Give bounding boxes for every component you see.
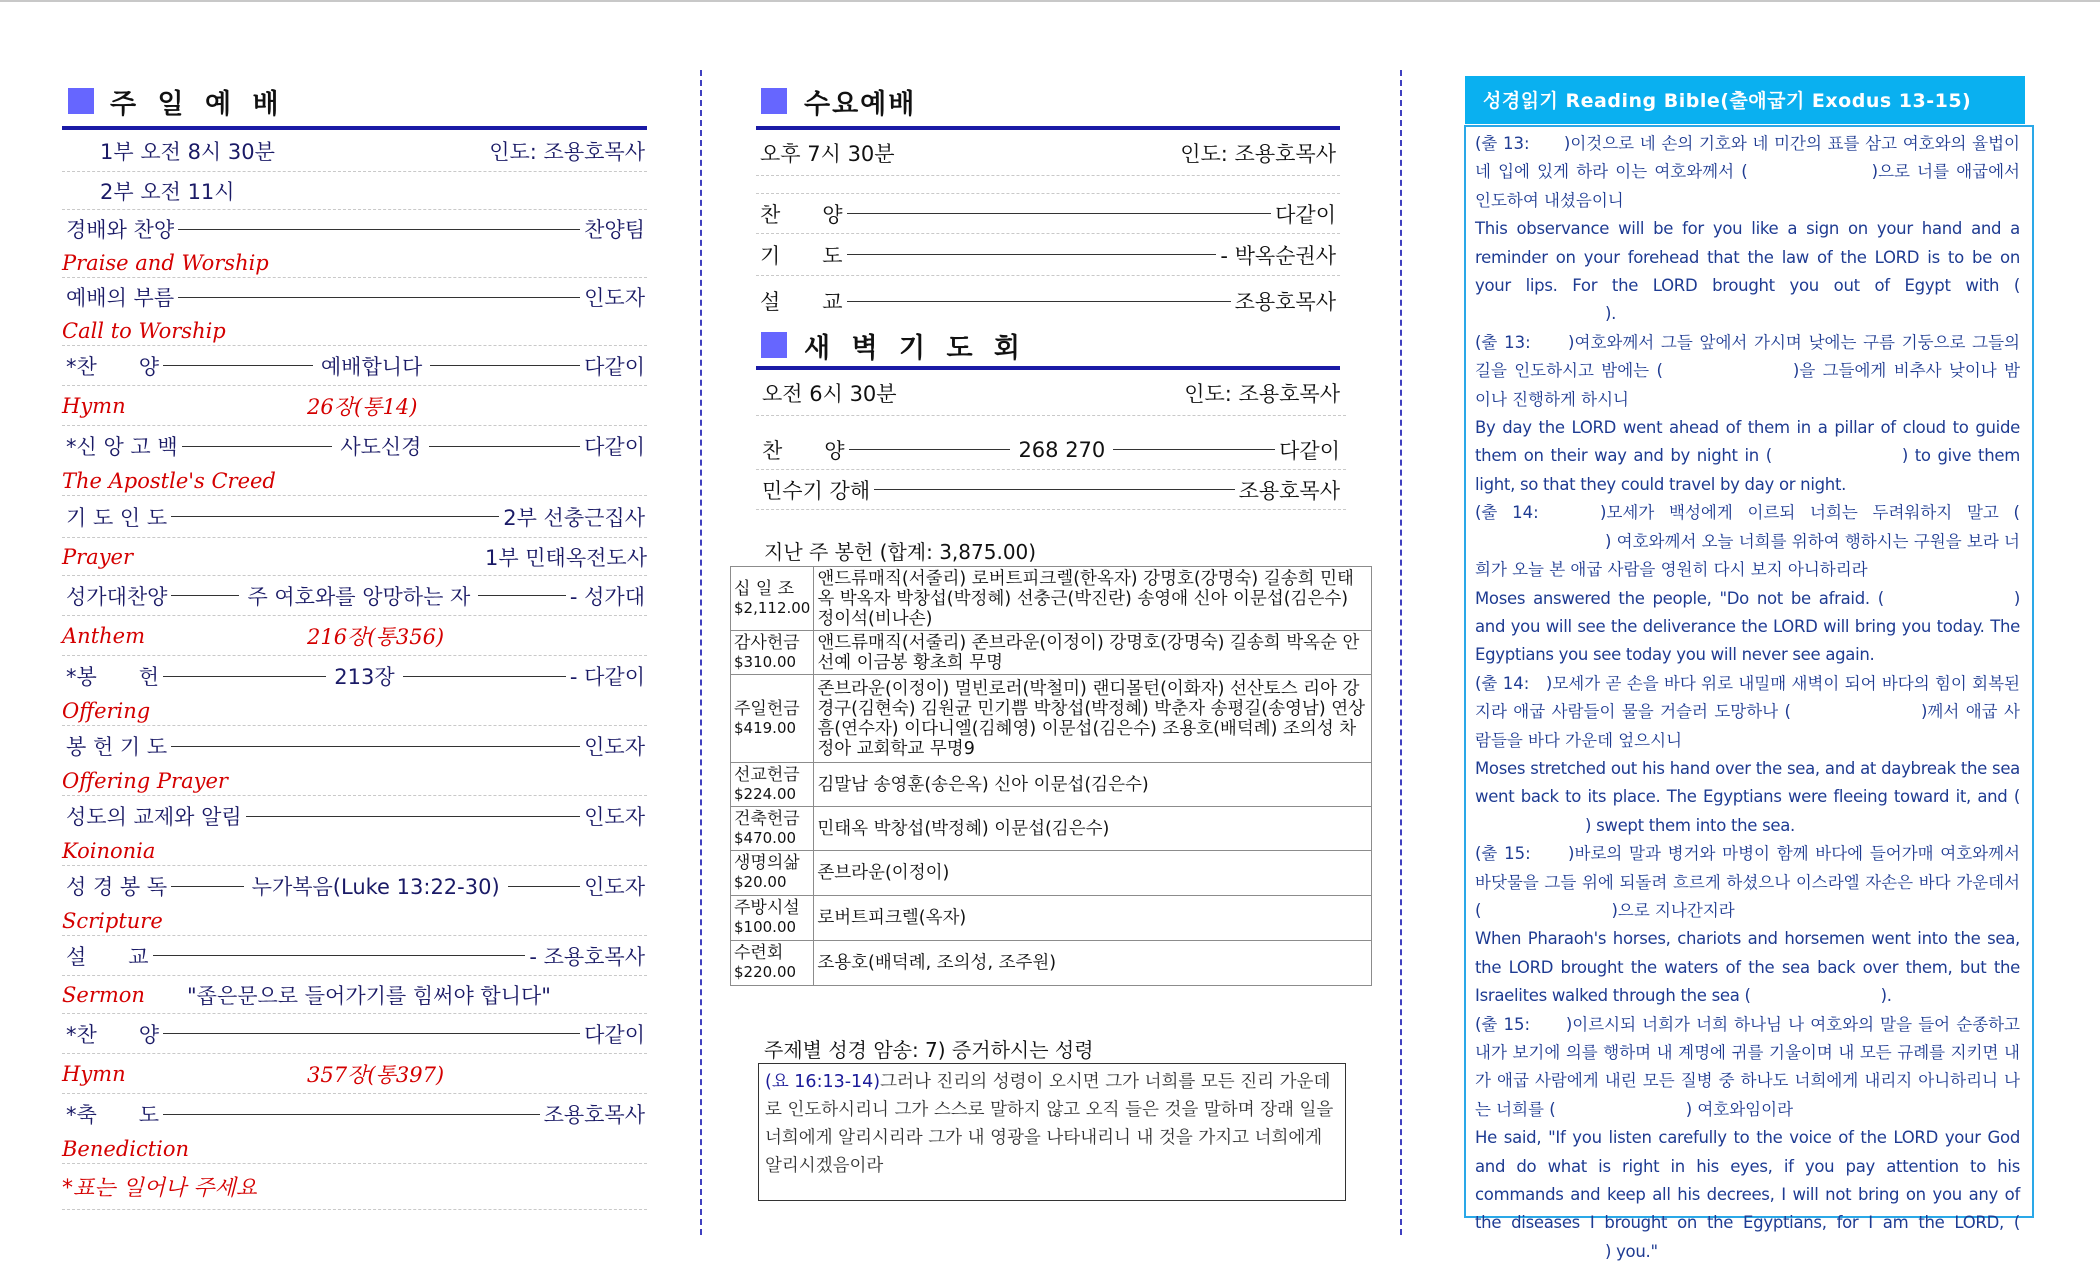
creed-leader: 다같이	[584, 435, 645, 459]
reading-bible-title: 성경읽기 Reading Bible(출애굽기 Exodus 13-15)	[1465, 76, 2025, 124]
leader-line	[403, 676, 566, 677]
worship-en: Praise and Worship	[62, 250, 269, 275]
offering-names: 존브라운(이정이)	[814, 851, 1372, 896]
koinonia-leader: 인도자	[584, 805, 645, 829]
call-leader: 인도자	[584, 286, 645, 310]
scripture-label: 성 경 봉 독	[66, 875, 168, 899]
table-row	[731, 941, 1372, 986]
hymn1-number: 26장(통14)	[307, 394, 418, 419]
hymn2-row	[62, 1014, 647, 1054]
worship-leader: 찬양팀	[584, 218, 645, 242]
offering-en: Offering	[62, 698, 151, 723]
offering-category: 생명의삶 $20.00	[731, 851, 814, 896]
dawn-study-leader: 조용호목사	[1238, 478, 1340, 503]
reading-ko-2: (출 13: )여호와께서 그들 앞에서 가시며 낮에는 구름 기둥으로 그들의 길을 인도하시고 밤에는 ( )을 그들에게 비추사 낮이나 밤이나 진행하게 하시니	[1475, 332, 2021, 409]
offering-category: 감사헌금 $310.00	[731, 631, 814, 675]
dawn-hymn-numbers: 268 270	[1018, 437, 1106, 462]
offering-names: 로버트피크렐(옥자)	[814, 896, 1372, 941]
service1-time: 1부 오전 8시 30분	[100, 139, 275, 164]
leader-line	[163, 1033, 580, 1034]
offering-names: 조용호(배덕례, 조의성, 조주원)	[814, 941, 1372, 986]
offering-leader: - 다같이	[569, 665, 646, 689]
reading-ko-3: (출 14: )모세가 백성에게 이르되 너희는 두려워하지 말고 () 여호와께서 오늘 너희를 위하여 행하시는 구원을 보라 너희가 오늘 본 애굽 사람을 영원히 다시 보지 아니하리라	[1475, 503, 2020, 580]
reading-en-1: This observance will be for you like a sign on your hand and a reminder on your forehead that the law of the LORD is to be on your lips. For the LORD brought you out of Egypt with ().	[1475, 219, 2020, 324]
offering-names: 김말남 송영훈(송은옥) 신아 이문섭(김은수)	[814, 763, 1372, 807]
reading-ko-5: (출 15: )바로의 말과 병거와 마병이 함께 바다에 들어가매 여호와께서 바닷물을 그들 위에 되돌려 흐르게 하셨으나 이스라엘 자손은 바다 가운데서 ( )으로 지나간지라	[1475, 844, 2020, 920]
hymn1-row	[62, 346, 647, 386]
leader-line	[429, 446, 580, 447]
creed-title: 사도신경	[340, 435, 422, 459]
offering-names: 존브라운(이정이) 멀빈로러(박철미) 랜디몰턴(이화자) 선산토스 리아 강경구(김현숙) 김원균 민기쁨 박창섭(박정혜) 박춘자 송평길(송영남) 연상흠(연수자) 이다니엘(김혜영) 이문섭(김은수) 조용호(배덕례) 조의성 차정아 교회학교 무명9	[814, 675, 1372, 763]
dawn-time-row	[756, 370, 1346, 416]
hymn1-title: 예배합니다	[320, 354, 423, 379]
service2-row	[62, 172, 647, 210]
offering-prayer-en-row	[62, 766, 647, 796]
offering-category: 선교헌금 $224.00	[731, 763, 814, 807]
call-en: Call to Worship	[62, 318, 226, 343]
anthem-title: 주 여호와를 앙망하는 자	[247, 584, 471, 609]
table-row	[731, 567, 1372, 631]
koinonia-en: Koinonia	[62, 838, 156, 863]
sunday-worship-title: 주 일 예 배	[110, 89, 285, 120]
offering-names: 앤드류매직(서줄리) 로버트피크렐(한옥자) 강명호(강명숙) 길송희 민태옥 박옥자 박창섭(박정혜) 선충근(박진란) 송영애 신아 이문섭(김은수) 정이석(비나손)	[814, 567, 1372, 631]
offering-category: 수련회 $220.00	[731, 941, 814, 986]
leader-line	[163, 365, 313, 366]
dawn-hymn-label: 찬 양	[762, 438, 845, 463]
reading-en-2: By day the LORD went ahead of them in a pillar of cloud to guide them on their way and by night in ( ) to give them light, so that they could travel by day or night.	[1475, 418, 2020, 494]
worship-en-row	[62, 248, 647, 278]
dawn-leader: 인도: 조용호목사	[1184, 381, 1340, 406]
scripture-leader: 인도자	[584, 875, 645, 899]
leader-line	[163, 1114, 539, 1115]
reading-ko-1: (출 13: )이것으로 네 손의 기호와 네 미간의 표를 삼고 여호와의 율법이 네 입에 있게 하라 이는 여호와께서 ( )으로 너를 애굽에서 인도하여 내셨음이니	[1475, 134, 2020, 210]
offering-prayer-en: Offering Prayer	[62, 768, 228, 793]
sermon-label: 설 교	[66, 944, 149, 969]
offering-category: 건축헌금 $470.00	[731, 807, 814, 851]
dawn-study-label: 민수기 강해	[762, 478, 871, 503]
wednesday-hymn-row	[756, 194, 1340, 234]
worship-row	[62, 210, 647, 248]
table-row	[731, 763, 1372, 807]
anthem-en: Anthem	[62, 623, 145, 648]
koinonia-label: 성도의 교제와 알림	[66, 805, 242, 829]
benediction-label: *축 도	[66, 1103, 160, 1127]
offering-row	[62, 656, 647, 696]
wednesday-sermon-label: 설 교	[760, 290, 843, 314]
benediction-en-row	[62, 1134, 647, 1164]
call-en-row	[62, 316, 647, 346]
sermon-row	[62, 936, 647, 976]
anthem-leader: - 성가대	[569, 584, 645, 609]
offering-names: 앤드류매직(서줄리) 존브라운(이정이) 강명호(강명숙) 길송희 박옥순 안선예 이금봉 황초희 무명	[814, 631, 1372, 675]
leader-line	[171, 595, 239, 596]
hymn2-en: Hymn	[62, 1061, 126, 1086]
scripture-row	[62, 866, 647, 906]
leader-line	[847, 301, 1231, 302]
leader-line	[171, 886, 243, 887]
section-square-icon	[761, 332, 787, 358]
offering-category: 십 일 조 $2,112.00	[731, 567, 814, 631]
leader-line	[153, 955, 526, 956]
call-row	[62, 278, 647, 316]
anthem-row	[62, 576, 647, 616]
column-divider-right	[1400, 70, 1402, 1235]
leader-line	[246, 816, 581, 817]
leader-line	[171, 746, 580, 747]
table-row	[731, 896, 1372, 941]
hymn2-label: *찬 양	[66, 1022, 160, 1047]
dawn-hymn-row	[756, 430, 1346, 470]
column-divider-left	[700, 70, 702, 1235]
wednesday-prayer-leader: - 박옥순권사	[1220, 243, 1336, 268]
section-square-icon	[68, 88, 94, 114]
leader-line	[847, 254, 1217, 255]
table-row	[731, 807, 1372, 851]
scripture-passage: 누가복음(Luke 13:22-30)	[251, 875, 500, 899]
stand-note-row	[62, 1164, 647, 1210]
benediction-leader: 조용호목사	[543, 1103, 645, 1127]
leader-line	[874, 489, 1234, 490]
sermon-en: Sermon	[62, 982, 145, 1007]
creed-row	[62, 426, 647, 466]
wednesday-prayer-label: 기 도	[760, 243, 843, 268]
dawn-hymn-leader: 다같이	[1279, 438, 1340, 463]
offering-category: 주방시설 $100.00	[731, 896, 814, 941]
sermon-leader: - 조용호목사	[529, 944, 645, 969]
prayer-en-row	[62, 538, 647, 576]
spacer	[756, 176, 1340, 194]
dawn-title: 새 벽 기 도 회	[804, 333, 1027, 364]
creed-en-row	[62, 466, 647, 496]
anthem-number: 216장(통356)	[307, 624, 445, 649]
service2-time: 2부 오전 11시	[100, 179, 235, 204]
prayer-en: Prayer	[62, 544, 134, 569]
koinonia-row	[62, 796, 647, 836]
memory-verse-text: 그러나 진리의 성령이 오시면 그가 너희를 모든 진리 가운데로 인도하시리니 그가 스스로 말하지 않고 오직 들은 것을 말하며 장래 일을 너희에게 알리시리라 그가 내 영광을 나타내리니 내 것을 가지고 너희에게 알리시겠음이라	[765, 1072, 1334, 1176]
anthem-en-row	[62, 616, 647, 656]
dawn-study-row	[756, 470, 1346, 510]
reading-en-3: Moses answered the people, "Do not be afraid. ( ) and you will see the deliverance the LORD will bring you today. The Egyptians you see today you will never see again.	[1475, 588, 2020, 665]
prayer-leader-2: 2부 선충근집사	[503, 505, 645, 530]
leader-line	[182, 446, 333, 447]
creed-label: *신 앙 고 백	[66, 435, 178, 459]
call-label: 예배의 부름	[66, 286, 175, 310]
hymn2-number: 357장(통397)	[307, 1062, 445, 1087]
benediction-row	[62, 1094, 647, 1134]
section-square-icon	[761, 88, 787, 114]
service1-row	[62, 130, 647, 172]
wednesday-hymn-leader: 다같이	[1275, 202, 1336, 227]
offering-category: 주일헌금 $419.00	[731, 675, 814, 763]
benediction-en: Benediction	[62, 1136, 190, 1161]
wednesday-header	[756, 78, 1340, 130]
offering-prayer-leader: 인도자	[584, 735, 645, 759]
leader-line	[847, 213, 1272, 214]
scripture-en-row	[62, 906, 647, 936]
offerings-title: 지난 주 봉헌 (합계: 3,875.00)	[764, 540, 1037, 564]
wednesday-title: 수요예배	[804, 89, 917, 120]
wednesday-time: 오후 7시 30분	[760, 141, 895, 166]
hymn1-en: Hymn	[62, 393, 126, 418]
top-border	[0, 0, 2100, 2]
scripture-en: Scripture	[62, 908, 163, 933]
sunday-worship-header	[62, 78, 647, 130]
koinonia-en-row	[62, 836, 647, 866]
memory-verse-reference: (요 16:13-14)	[765, 1072, 881, 1092]
offering-prayer-label: 봉 헌 기 도	[66, 735, 168, 759]
leader-line	[171, 516, 499, 517]
table-row	[731, 631, 1372, 675]
hymn2-en-row	[62, 1054, 647, 1094]
wednesday-sermon-leader: 조용호목사	[1234, 290, 1336, 314]
offerings-table	[730, 566, 1372, 986]
sermon-title: "좁은문으로 들어가기를 힘써야 합니다"	[187, 983, 551, 1008]
offering-names: 민태옥 박창섭(박정혜) 이문섭(김은수)	[814, 807, 1372, 851]
dawn-header	[756, 326, 1340, 370]
creed-en: The Apostle's Creed	[62, 468, 276, 493]
prayer-leader-1: 1부 민태옥전도사	[484, 545, 647, 570]
leader-line	[478, 595, 566, 596]
wednesday-hymn-label: 찬 양	[760, 202, 843, 227]
reading-en-6: He said, "If you listen carefully to the voice of the LORD your God and do what is right in his eyes, if you pay attention to his commands and keep all his decrees, I will not bring on you any of the diseases I brought on the Egyptians, for I am the LORD, () you."	[1475, 1128, 2020, 1261]
hymn1-label: *찬 양	[66, 354, 160, 379]
prayer-label: 기 도 인 도	[66, 505, 168, 530]
wednesday-time-row	[756, 130, 1340, 176]
reading-bible-box	[1464, 125, 2034, 1261]
sunday-worship-section	[62, 78, 647, 1210]
service1-leader: 인도: 조용호목사	[489, 139, 645, 164]
offering-prayer-row	[62, 726, 647, 766]
reading-ko-6: (출 15: )이르시되 너희가 너희 하나님 나 여호와의 말을 들어 순종하고 내가 보기에 의를 행하며 내 계명에 귀를 기울이며 내 모든 규례를 지키면 내가 애굽 사람에게 내린 모든 질병 중 하나도 너희에게 내리지 아니하리니 나는 너희를 ( ) 여호와임이라	[1475, 1014, 2020, 1119]
anthem-label: 성가대찬양	[66, 584, 168, 609]
wednesday-leader: 인도: 조용호목사	[1180, 141, 1336, 166]
reading-en-4: Moses stretched out his hand over the sea, and at daybreak the sea went back to its place. The Egyptians were fleeing toward it, and () swept them into the sea.	[1475, 758, 2020, 835]
memory-verse-box	[758, 1063, 1346, 1201]
offering-label: *봉 헌	[66, 665, 160, 689]
leader-line	[163, 676, 326, 677]
hymn1-en-row	[62, 386, 647, 426]
leader-line	[508, 886, 580, 887]
hymn2-leader: 다같이	[584, 1022, 645, 1047]
leader-line	[178, 229, 580, 230]
sermon-en-row	[62, 976, 647, 1014]
worship-label: 경배와 찬양	[66, 218, 175, 242]
leader-line	[178, 297, 580, 298]
reading-en-5: When Pharaoh's horses, chariots and horsemen went into the sea, the LORD brought the waters of the sea back over them, but the Israelites walked through the sea ( ).	[1475, 929, 2020, 1006]
table-row	[731, 851, 1372, 896]
wednesday-sermon-row	[756, 276, 1340, 326]
hymn1-leader: 다같이	[584, 354, 645, 379]
dawn-time: 오전 6시 30분	[762, 381, 897, 406]
midweek-section	[756, 78, 1343, 510]
leader-line	[849, 449, 1011, 450]
leader-line	[430, 365, 580, 366]
spacer	[756, 416, 1346, 430]
prayer-row	[62, 496, 647, 538]
table-row	[731, 675, 1372, 763]
memory-verse-title: 주제별 성경 암송: 7) 증거하시는 성령	[764, 1038, 1094, 1062]
offering-en-row	[62, 696, 647, 726]
wednesday-prayer-row	[756, 234, 1340, 276]
stand-note: *표는 일어나 주세요	[62, 1176, 258, 1201]
offering-hymn: 213장	[334, 665, 395, 689]
leader-line	[1113, 449, 1275, 450]
reading-ko-4: (출 14: )모세가 곧 손을 바다 위로 내밀매 새벽이 되어 바다의 힘이 회복된지라 애굽 사람들이 물을 거슬러 도망하나 ( )께서 애굽 사람들을 바다 가운데 엎으시니	[1475, 673, 2020, 750]
